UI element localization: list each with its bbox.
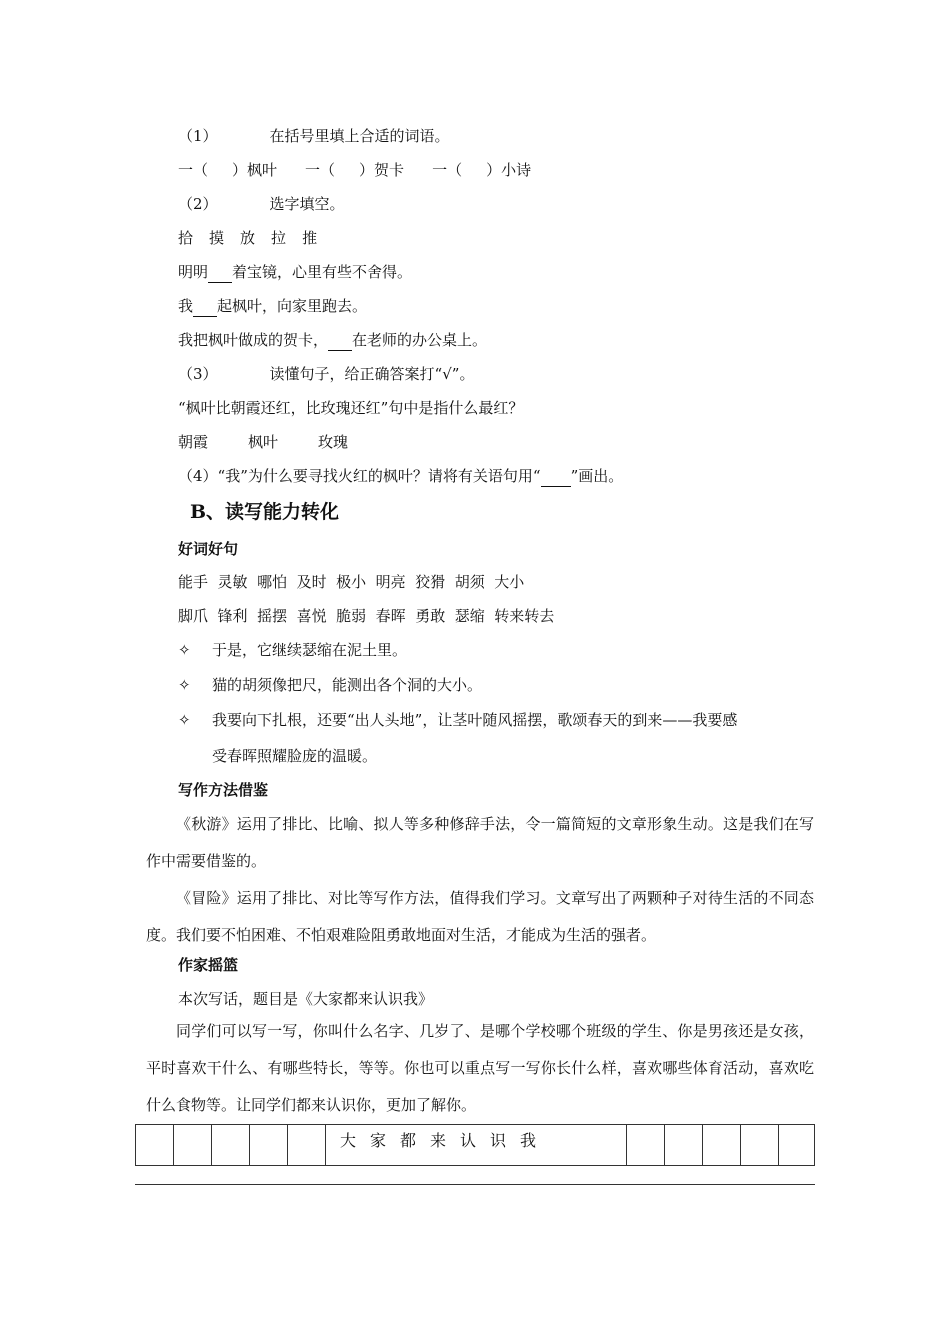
grid-line bbox=[211, 1125, 212, 1165]
question-1 bbox=[178, 126, 450, 146]
grid-line bbox=[173, 1125, 174, 1165]
words-row-1: 能手 灵敏 哪怕 及时 极小 明亮 狡猾 胡须 大小 bbox=[178, 573, 525, 591]
fill-sentence-2 bbox=[178, 296, 367, 317]
fill-sentence-3 bbox=[178, 330, 487, 351]
bullet-icon: ✧ bbox=[178, 641, 191, 659]
method-paragraph-1: 《秋游》运用了排比、比喻、拟人等多种修辞手法，令一篇简短的文章形象生动。这是我们在写作中需要借鉴的。 bbox=[146, 815, 814, 870]
sentence-2: 猫的胡须像把尺，能测出各个洞的大小。 bbox=[212, 676, 483, 694]
sentence-part: 明明 bbox=[178, 263, 209, 281]
grid-title: 大家都来认识我 bbox=[340, 1131, 551, 1150]
words-row-2: 脚爪 锋利 摇摆 喜悦 脆弱 春晖 勇敢 瑟缩 转来转去 bbox=[178, 607, 555, 625]
method-heading: 写作方法借鉴 bbox=[178, 781, 269, 799]
method-paragraph-2: 《冒险》运用了排比、对比等写作方法，值得我们学习。文章写出了两颗种子对待生活的不同态度。我们要不怕困难、不怕艰难险阻勇敢地面对生活，才能成为生活的强者。 bbox=[146, 889, 814, 944]
question-4-text-end: ”画出。 bbox=[570, 467, 624, 485]
sentence-part: 起枫叶，向家里跑去。 bbox=[217, 297, 368, 315]
question-1-items bbox=[178, 160, 531, 180]
grid-line bbox=[249, 1125, 250, 1165]
grid-line bbox=[702, 1125, 703, 1165]
writing-line bbox=[135, 1184, 815, 1185]
sentence-part: 我 bbox=[178, 297, 194, 315]
sentence-part: 着宝镜，心里有些不舍得。 bbox=[232, 263, 413, 281]
option-dawn: 朝霞 bbox=[178, 433, 209, 451]
grid-line bbox=[664, 1125, 665, 1165]
good-words-heading: 好词好句 bbox=[178, 540, 239, 558]
blank-line bbox=[193, 296, 217, 317]
cradle-paragraph-2: 同学们可以写一写，你叫什么名字、几岁了、是哪个学校哪个班级的学生、你是男孩还是女孩，平时喜欢干什么、有哪些特长，等等。你也可以重点写一写你长什么样，喜欢哪些体育活动，喜欢吃什么食物等。让同学们都来认识你，更加了解你。 bbox=[146, 1022, 814, 1114]
bullet-icon: ✧ bbox=[178, 676, 191, 694]
blank-line bbox=[208, 262, 232, 283]
cradle-heading: 作家摇篮 bbox=[178, 956, 239, 974]
grid-line bbox=[740, 1125, 741, 1165]
grid-line bbox=[778, 1125, 779, 1165]
question-2-text: 选字填空。 bbox=[269, 195, 345, 213]
question-4 bbox=[178, 466, 623, 487]
q1-item-open: 一（ bbox=[178, 161, 209, 179]
q1-item-card: ）贺卡 bbox=[359, 161, 405, 179]
grid-line bbox=[325, 1125, 326, 1165]
q1-item-open: 一（ bbox=[432, 161, 463, 179]
question-2-number: （2） bbox=[178, 195, 218, 213]
q1-item-open: 一（ bbox=[305, 161, 336, 179]
question-3 bbox=[178, 364, 474, 384]
grid-line bbox=[626, 1125, 627, 1165]
sentence-part: 我把枫叶做成的贺卡， bbox=[178, 331, 329, 349]
question-2 bbox=[178, 194, 345, 214]
blank-line bbox=[541, 466, 571, 487]
question-1-number: （1） bbox=[178, 127, 218, 145]
sentence-3-line-2: 受春晖照耀脸庞的温暖。 bbox=[212, 747, 378, 765]
choice-char: 拾 bbox=[178, 229, 194, 247]
fill-sentence-1 bbox=[178, 262, 412, 283]
question-3-sentence: “枫叶比朝霞还红，比玫瑰还红”句中是指什么最红？ bbox=[178, 399, 524, 417]
question-1-text: 在括号里填上合适的词语。 bbox=[269, 127, 450, 145]
option-maple: 枫叶 bbox=[248, 433, 279, 451]
question-2-choices bbox=[178, 228, 317, 248]
cradle-paragraph-1: 本次写话，题目是《大家都来认识我》 bbox=[178, 990, 434, 1008]
sentence-3-line-1: 我要向下扎根，还要“出人头地”，让茎叶随风摇摆，歌颂春天的到来——我要感 bbox=[212, 711, 738, 729]
choice-char: 拉 bbox=[271, 229, 287, 247]
question-4-text: （4）“我”为什么要寻找火红的枫叶？请将有关语句用“ bbox=[178, 467, 541, 485]
choice-char: 摸 bbox=[209, 229, 225, 247]
question-3-text: 读懂句子，给正确答案打“√”。 bbox=[269, 365, 475, 383]
grid-line bbox=[287, 1125, 288, 1165]
option-rose: 玫瑰 bbox=[318, 433, 349, 451]
sentence-1: 于是，它继续瑟缩在泥土里。 bbox=[212, 641, 408, 659]
question-3-options bbox=[178, 432, 348, 452]
question-3-number: （3） bbox=[178, 365, 218, 383]
choice-char: 放 bbox=[240, 229, 256, 247]
blank-line bbox=[328, 330, 352, 351]
choice-char: 推 bbox=[302, 229, 318, 247]
section-title: B、读写能力转化 bbox=[190, 501, 340, 523]
q1-item-maple: ）枫叶 bbox=[232, 161, 278, 179]
sentence-part: 在老师的办公桌上。 bbox=[352, 331, 488, 349]
bullet-icon: ✧ bbox=[178, 711, 191, 729]
q1-item-poem: ）小诗 bbox=[486, 161, 532, 179]
